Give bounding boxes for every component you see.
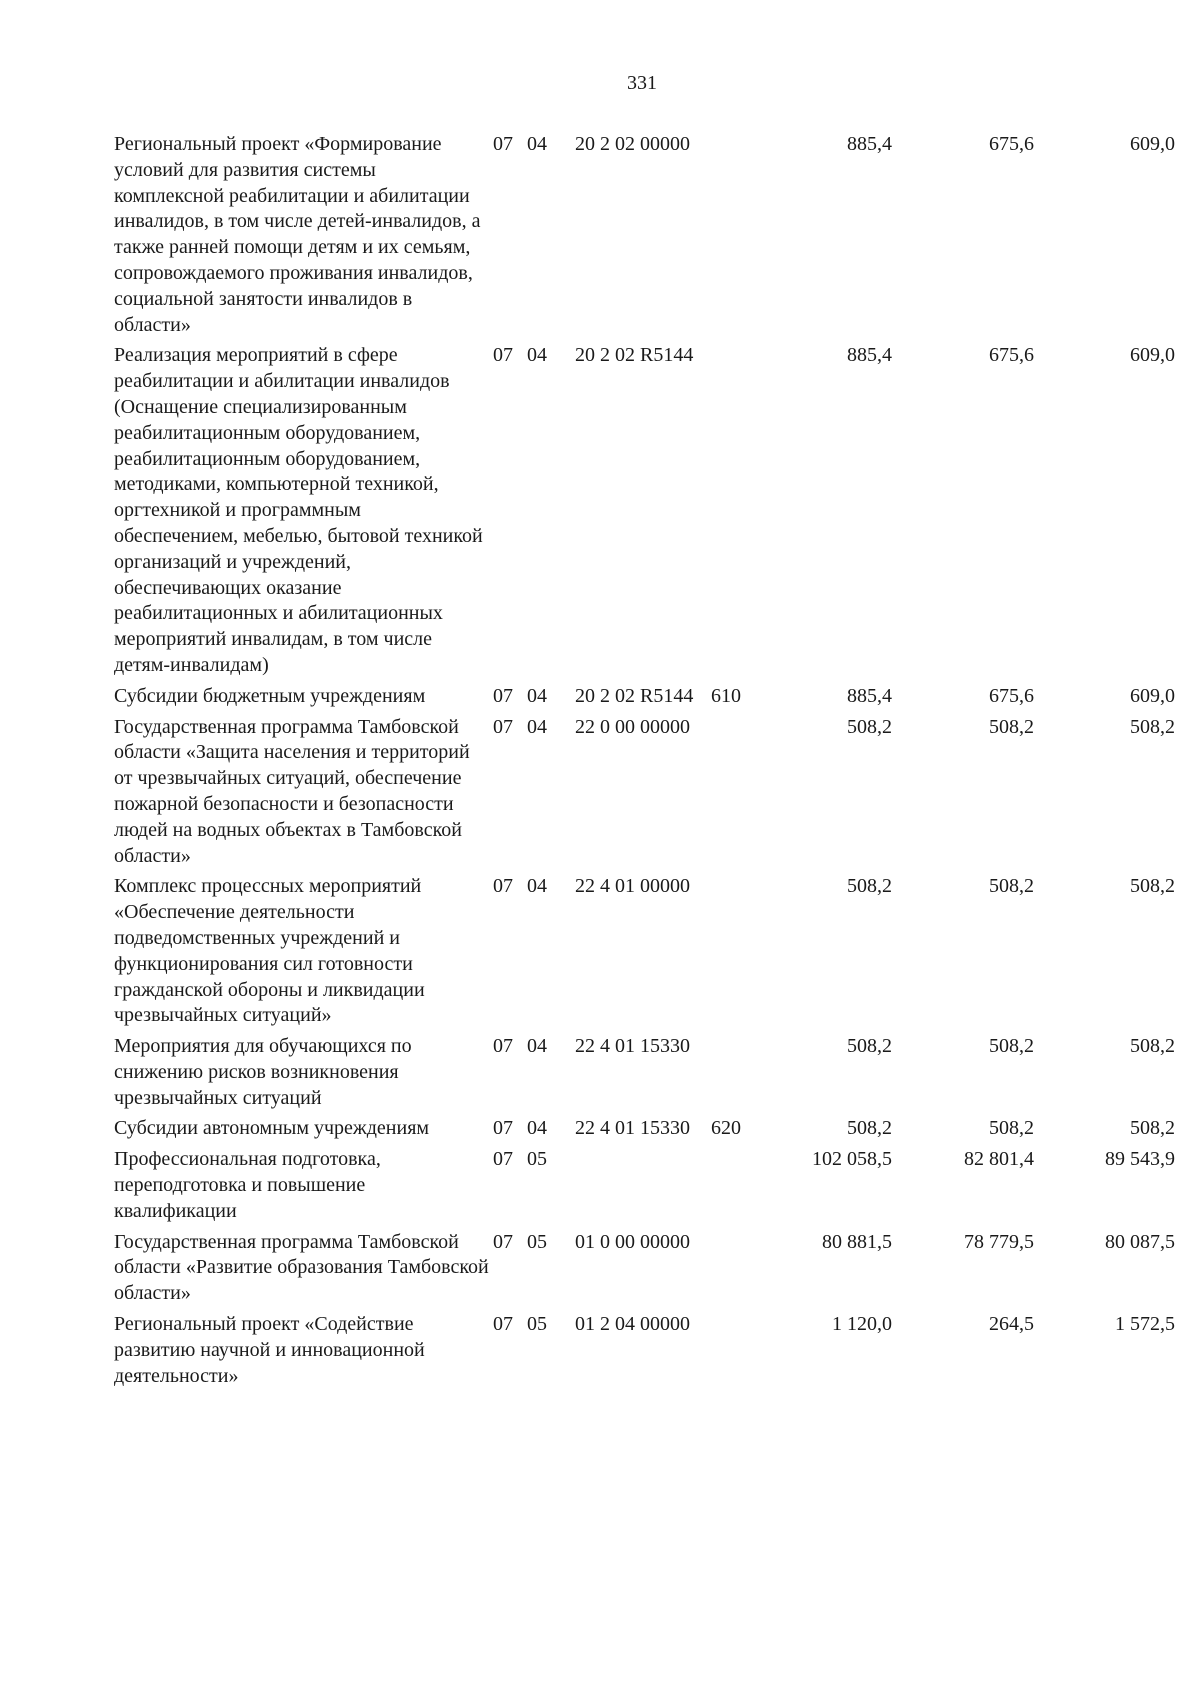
row-amount-year-3: 1 572,5	[1115, 1313, 1175, 1336]
table-row	[114, 1230, 1175, 1312]
row-section: 07	[493, 1035, 513, 1058]
row-amount-year-3: 609,0	[1130, 684, 1175, 707]
row-name: Реализация мероприятий в сфере реабилитации и абилитации инвалидов (Оснащение специализированным реабилитационным оборудованием, реабилитационным оборудованием, методиками, компьютерной техникой, оргтехникой и программным обеспечением, мебелью, бытовой техникой организаций и учреждений, обеспечивающих оказание реабилитационных и абилитационных мероприятий инвалидам, в том числе детям-инвалидам)	[114, 344, 483, 676]
row-expense-type: 610	[711, 684, 741, 707]
table-row	[114, 1147, 1175, 1229]
row-amount-year-2: 508,2	[989, 875, 1034, 898]
row-section: 07	[493, 1313, 513, 1336]
row-amount-year-1: 885,4	[847, 133, 892, 155]
row-section: 07	[493, 133, 513, 155]
row-subsection: 04	[527, 344, 547, 367]
row-amount-year-2: 508,2	[989, 715, 1034, 738]
row-section: 07	[493, 1148, 513, 1171]
row-amount-year-1: 1 120,0	[832, 1313, 892, 1336]
table-row	[114, 343, 1175, 683]
row-subsection: 04	[527, 1117, 547, 1140]
row-amount-year-1: 885,4	[847, 344, 892, 367]
row-amount-year-2: 82 801,4	[964, 1148, 1034, 1171]
row-target-article: 22 4 01 00000	[575, 875, 690, 898]
row-name: Профессиональная подготовка, переподготовка и повышение квалификации	[114, 1148, 381, 1222]
row-amount-year-3: 508,2	[1130, 875, 1175, 898]
row-target-article: 22 0 00 00000	[575, 715, 690, 738]
row-amount-year-3: 508,2	[1130, 1117, 1175, 1140]
row-subsection: 04	[527, 715, 547, 738]
row-section: 07	[493, 875, 513, 898]
row-name: Мероприятия для обучающихся по снижению рисков возникновения чрезвычайных ситуаций	[114, 1035, 412, 1109]
row-amount-year-3: 508,2	[1130, 715, 1175, 738]
row-name: Государственная программа Тамбовской области «Развитие образования Тамбовской области»	[114, 1230, 489, 1305]
row-amount-year-2: 264,5	[989, 1313, 1034, 1336]
row-section: 07	[493, 1117, 513, 1140]
table-row	[114, 132, 1175, 343]
row-amount-year-2: 675,6	[989, 684, 1034, 707]
row-target-article: 22 4 01 15330	[575, 1117, 690, 1140]
row-subsection: 05	[527, 1230, 547, 1253]
row-expense-type: 620	[711, 1117, 741, 1140]
row-subsection: 04	[527, 1035, 547, 1058]
row-amount-year-3: 609,0	[1130, 133, 1175, 155]
row-amount-year-1: 508,2	[847, 715, 892, 738]
table-row	[114, 1312, 1175, 1394]
row-amount-year-3: 508,2	[1130, 1035, 1175, 1058]
row-target-article: 20 2 02 00000	[575, 133, 690, 155]
table-row	[114, 1116, 1175, 1147]
row-amount-year-1: 80 881,5	[822, 1230, 892, 1253]
row-amount-year-2: 675,6	[989, 133, 1034, 155]
row-section: 07	[493, 1230, 513, 1253]
row-subsection: 04	[527, 684, 547, 707]
budget-table	[114, 132, 1175, 1394]
row-amount-year-2: 508,2	[989, 1117, 1034, 1140]
row-name: Региональный проект «Содействие развитию научной и инновационной деятельности»	[114, 1313, 425, 1387]
row-amount-year-1: 508,2	[847, 875, 892, 898]
row-section: 07	[493, 684, 513, 707]
row-amount-year-1: 885,4	[847, 684, 892, 707]
row-name: Региональный проект «Формирование условий для развития системы комплексной реабилитации и абилитации инвалидов, в том числе детей-инвалидов, а также ранней помощи детям и их семьям, сопровождаемого проживания инвалидов, социальной занятости инвалидов в области»	[114, 133, 481, 336]
row-name: Субсидии бюджетным учреждениям	[114, 684, 426, 707]
table-row	[114, 1034, 1175, 1116]
row-name: Субсидии автономным учреждениям	[114, 1117, 430, 1140]
row-amount-year-3: 89 543,9	[1105, 1148, 1175, 1171]
table-row	[114, 684, 1175, 715]
page-number: 331	[627, 72, 657, 94]
row-amount-year-1: 102 058,5	[812, 1148, 892, 1171]
row-section: 07	[493, 715, 513, 738]
row-amount-year-2: 508,2	[989, 1035, 1034, 1058]
row-subsection: 05	[527, 1313, 547, 1336]
row-amount-year-1: 508,2	[847, 1117, 892, 1140]
row-target-article: 01 0 00 00000	[575, 1230, 690, 1253]
row-amount-year-2: 78 779,5	[964, 1230, 1034, 1253]
row-target-article: 01 2 04 00000	[575, 1313, 690, 1336]
row-target-article: 22 4 01 15330	[575, 1035, 690, 1058]
row-target-article: 20 2 02 R5144	[575, 344, 694, 367]
row-amount-year-3: 80 087,5	[1105, 1230, 1175, 1253]
row-subsection: 04	[527, 875, 547, 898]
row-name: Комплекс процессных мероприятий «Обеспечение деятельности подведомственных учреждений и функционирования сил готовности гражданской обороны и ликвидации чрезвычайных ситуаций»	[114, 875, 425, 1027]
row-amount-year-3: 609,0	[1130, 344, 1175, 367]
row-amount-year-2: 675,6	[989, 344, 1034, 367]
row-amount-year-1: 508,2	[847, 1035, 892, 1058]
table-row	[114, 715, 1175, 875]
row-subsection: 04	[527, 133, 547, 155]
table-row	[114, 874, 1175, 1034]
row-name: Государственная программа Тамбовской области «Защита населения и территорий от чрезвычайных ситуаций, обеспечение пожарной безопасности и безопасности людей на водных объектах в Тамбовской области»	[114, 715, 470, 867]
row-subsection: 05	[527, 1148, 547, 1171]
row-section: 07	[493, 344, 513, 367]
row-target-article: 20 2 02 R5144	[575, 684, 694, 707]
